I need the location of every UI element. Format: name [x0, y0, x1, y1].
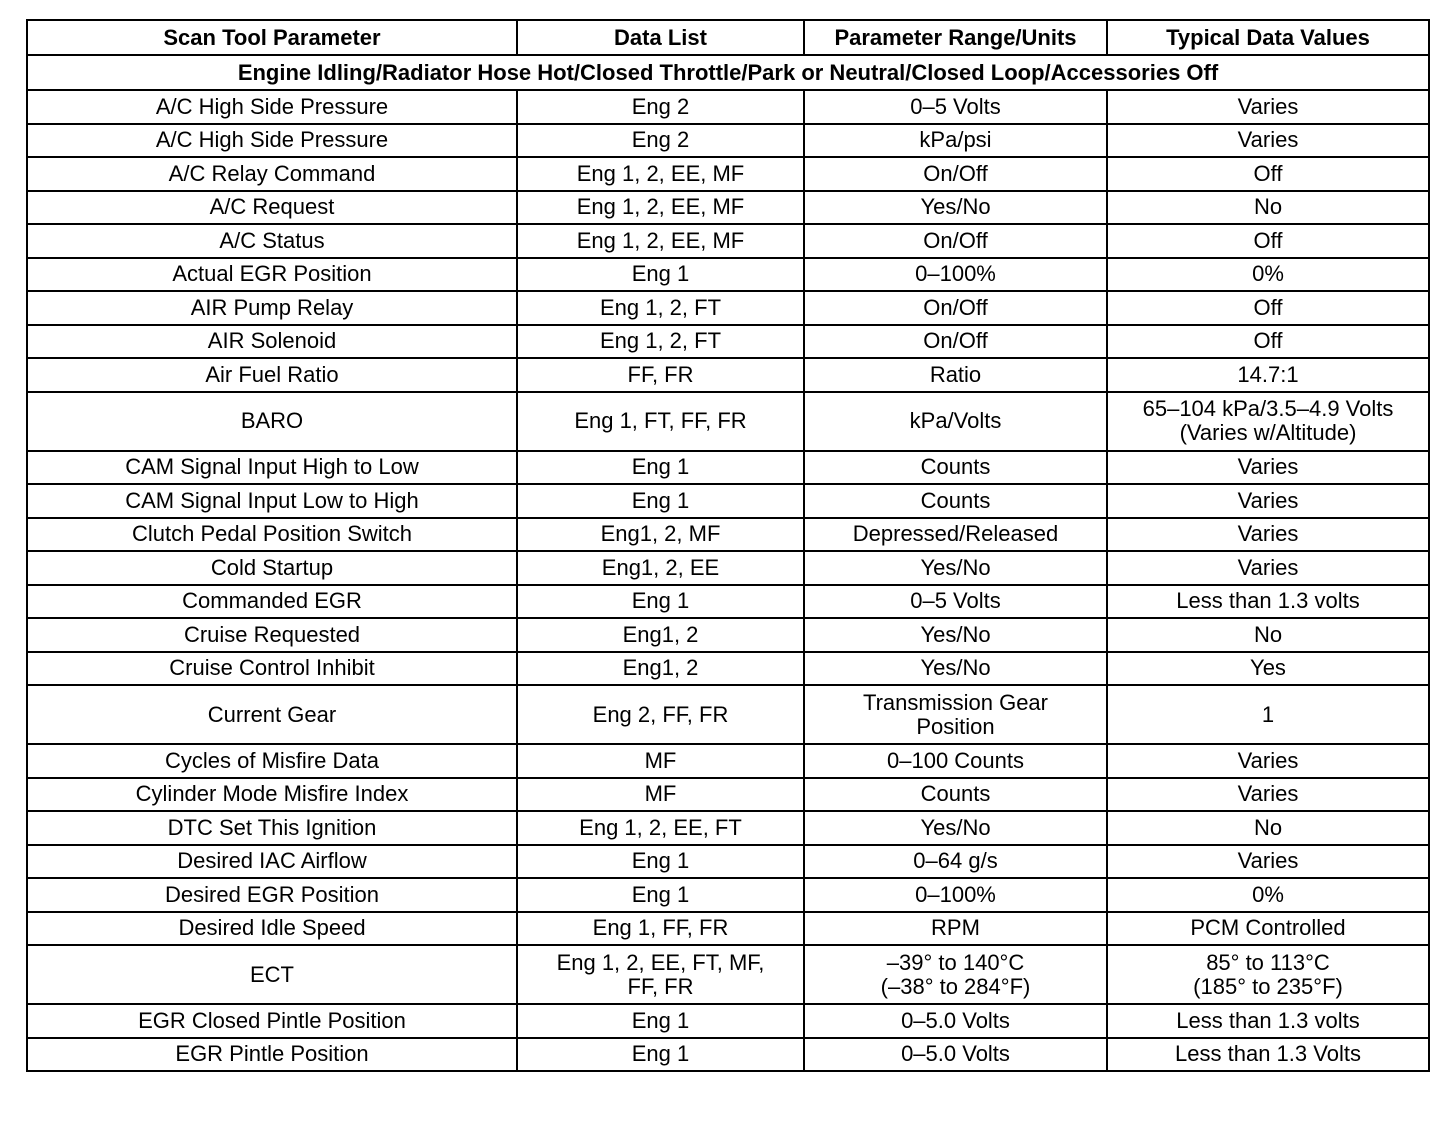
range-units-cell: 0–100 Counts	[804, 744, 1107, 778]
data-list-cell: Eng 1	[517, 451, 804, 485]
data-list-cell: Eng1, 2	[517, 618, 804, 652]
section-row	[27, 55, 1429, 90]
typical-value-cell: Less than 1.3 Volts	[1107, 1038, 1429, 1072]
parameter-cell: Cruise Control Inhibit	[27, 652, 517, 686]
range-units-cell: On/Off	[804, 157, 1107, 191]
data-list-cell: Eng 2, FF, FR	[517, 685, 804, 744]
table-row	[27, 1038, 1429, 1072]
data-list-cell: Eng 1	[517, 1004, 804, 1038]
table-row	[27, 392, 1429, 451]
table-row	[27, 451, 1429, 485]
range-units-cell: Depressed/Released	[804, 518, 1107, 552]
parameter-cell: Cycles of Misfire Data	[27, 744, 517, 778]
data-list-cell: Eng 2	[517, 90, 804, 124]
table-row	[27, 945, 1429, 1004]
data-list-cell: Eng 1, 2, FT	[517, 291, 804, 325]
header-scan-tool-parameter: Scan Tool Parameter	[27, 20, 517, 55]
data-list-cell: Eng 1, 2, EE, MF	[517, 157, 804, 191]
data-list-cell: Eng 1	[517, 845, 804, 879]
table-row	[27, 124, 1429, 158]
table-row	[27, 224, 1429, 258]
table-row	[27, 652, 1429, 686]
data-list-cell: Eng 1	[517, 1038, 804, 1072]
header-data-list: Data List	[517, 20, 804, 55]
typical-value-cell: No	[1107, 618, 1429, 652]
typical-value-cell: Off	[1107, 157, 1429, 191]
data-list-cell: Eng 1	[517, 258, 804, 292]
parameter-cell: Current Gear	[27, 685, 517, 744]
data-list-cell: Eng1, 2	[517, 652, 804, 686]
typical-value-cell: 0%	[1107, 258, 1429, 292]
range-units-cell: kPa/psi	[804, 124, 1107, 158]
data-list-cell-line-1: Eng 1, 2, EE, FT, MF,	[556, 949, 765, 975]
typical-value-cell: Off	[1107, 325, 1429, 359]
range-units-cell-line-2: Position	[916, 713, 995, 739]
range-units-cell: Ratio	[804, 358, 1107, 392]
data-list-cell: Eng1, 2, MF	[517, 518, 804, 552]
typical-value-cell: Varies	[1107, 484, 1429, 518]
parameter-cell: BARO	[27, 392, 517, 451]
parameter-cell: Desired IAC Airflow	[27, 845, 517, 879]
typical-value-cell: Varies	[1107, 744, 1429, 778]
range-units-cell-line-1: Transmission Gear	[862, 689, 1048, 715]
parameter-cell: EGR Pintle Position	[27, 1038, 517, 1072]
typical-value-cell-line-2: (Varies w/Altitude)	[1179, 420, 1357, 445]
parameter-cell: Air Fuel Ratio	[27, 358, 517, 392]
parameter-cell: Desired EGR Position	[27, 878, 517, 912]
typical-value-cell: No	[1107, 811, 1429, 845]
table-row	[27, 744, 1429, 778]
parameter-cell: Cold Startup	[27, 551, 517, 585]
typical-value-cell: Varies	[1107, 518, 1429, 552]
range-units-cell-line-2: (–38° to 284°F)	[880, 973, 1031, 999]
range-units-cell: On/Off	[804, 325, 1107, 359]
data-list-cell-line-2: FF, FR	[627, 973, 694, 999]
data-list-cell: Eng 1, FT, FF, FR	[517, 392, 804, 451]
typical-value-cell: Varies	[1107, 845, 1429, 879]
table-row	[27, 778, 1429, 812]
data-list-cell: Eng 1, 2, EE, FT	[517, 811, 804, 845]
table-row	[27, 845, 1429, 879]
parameter-cell: DTC Set This Ignition	[27, 811, 517, 845]
data-list-cell: Eng 1, 2, FT	[517, 325, 804, 359]
typical-value-cell: Less than 1.3 volts	[1107, 1004, 1429, 1038]
parameter-cell: Desired Idle Speed	[27, 912, 517, 946]
header-typical-data-values: Typical Data Values	[1107, 20, 1429, 55]
data-list-cell: Eng 1, FF, FR	[517, 912, 804, 946]
typical-value-cell: 14.7:1	[1107, 358, 1429, 392]
table-row	[27, 585, 1429, 619]
data-list-cell: FF, FR	[517, 358, 804, 392]
range-units-cell: RPM	[804, 912, 1107, 946]
data-list-cell: Eng 1	[517, 484, 804, 518]
typical-value-cell-line-1: 85° to 113°C	[1206, 949, 1330, 975]
parameter-cell: A/C High Side Pressure	[27, 124, 517, 158]
parameter-cell: Clutch Pedal Position Switch	[27, 518, 517, 552]
table-row	[27, 518, 1429, 552]
scan-tool-data-sheet	[26, 19, 1428, 1072]
table-row	[27, 325, 1429, 359]
typical-value-cell: Varies	[1107, 124, 1429, 158]
data-list-cell	[517, 945, 804, 1004]
data-list-cell: Eng 2	[517, 124, 804, 158]
range-units-cell: 0–5 Volts	[804, 90, 1107, 124]
typical-value-cell: 1	[1107, 685, 1429, 744]
range-units-cell: 0–100%	[804, 258, 1107, 292]
typical-value-cell: Varies	[1107, 90, 1429, 124]
scan-tool-data-table	[26, 19, 1430, 1072]
parameter-cell: EGR Closed Pintle Position	[27, 1004, 517, 1038]
parameter-cell: Cruise Requested	[27, 618, 517, 652]
data-list-cell: Eng 1	[517, 585, 804, 619]
range-units-cell: Yes/No	[804, 618, 1107, 652]
range-units-cell	[804, 945, 1107, 1004]
parameter-cell: Commanded EGR	[27, 585, 517, 619]
parameter-cell: CAM Signal Input Low to High	[27, 484, 517, 518]
range-units-cell: Counts	[804, 451, 1107, 485]
range-units-cell: 0–64 g/s	[804, 845, 1107, 879]
data-list-cell: Eng 1, 2, EE, MF	[517, 224, 804, 258]
table-row	[27, 551, 1429, 585]
table-header-row	[27, 20, 1429, 55]
table-row	[27, 358, 1429, 392]
data-list-cell: MF	[517, 744, 804, 778]
typical-value-cell: Off	[1107, 291, 1429, 325]
typical-value-cell: Varies	[1107, 451, 1429, 485]
range-units-cell: Yes/No	[804, 811, 1107, 845]
table-row	[27, 685, 1429, 744]
table-row	[27, 291, 1429, 325]
range-units-cell: Yes/No	[804, 191, 1107, 225]
data-list-cell: MF	[517, 778, 804, 812]
range-units-cell: kPa/Volts	[804, 392, 1107, 451]
range-units-cell: On/Off	[804, 224, 1107, 258]
data-list-cell: Eng1, 2, EE	[517, 551, 804, 585]
typical-value-cell: 0%	[1107, 878, 1429, 912]
range-units-cell: Yes/No	[804, 551, 1107, 585]
range-units-cell: Counts	[804, 484, 1107, 518]
range-units-cell: 0–5.0 Volts	[804, 1038, 1107, 1072]
table-row	[27, 258, 1429, 292]
parameter-cell: Cylinder Mode Misfire Index	[27, 778, 517, 812]
range-units-cell	[804, 685, 1107, 744]
section-title: Engine Idling/Radiator Hose Hot/Closed Throttle/Park or Neutral/Closed Loop/Accessories Off	[27, 55, 1429, 90]
parameter-cell: CAM Signal Input High to Low	[27, 451, 517, 485]
data-list-cell: Eng 1, 2, EE, MF	[517, 191, 804, 225]
typical-value-cell	[1107, 392, 1429, 451]
typical-value-cell: Varies	[1107, 551, 1429, 585]
table-row	[27, 912, 1429, 946]
parameter-cell: AIR Pump Relay	[27, 291, 517, 325]
table-row	[27, 90, 1429, 124]
table-row	[27, 618, 1429, 652]
header-parameter-range-units: Parameter Range/Units	[804, 20, 1107, 55]
typical-value-cell: Less than 1.3 volts	[1107, 585, 1429, 619]
table-row	[27, 157, 1429, 191]
table-row	[27, 191, 1429, 225]
parameter-cell: A/C Status	[27, 224, 517, 258]
range-units-cell: Counts	[804, 778, 1107, 812]
range-units-cell: 0–5 Volts	[804, 585, 1107, 619]
parameter-cell: ECT	[27, 945, 517, 1004]
typical-value-cell: Varies	[1107, 778, 1429, 812]
typical-value-cell: PCM Controlled	[1107, 912, 1429, 946]
parameter-cell: Actual EGR Position	[27, 258, 517, 292]
parameter-cell: A/C Request	[27, 191, 517, 225]
typical-value-cell-line-1: 65–104 kPa/3.5–4.9 Volts	[1142, 396, 1394, 421]
data-list-cell: Eng 1	[517, 878, 804, 912]
range-units-cell: On/Off	[804, 291, 1107, 325]
table-row	[27, 1004, 1429, 1038]
range-units-cell: Yes/No	[804, 652, 1107, 686]
typical-value-cell: Off	[1107, 224, 1429, 258]
range-units-cell: 0–5.0 Volts	[804, 1004, 1107, 1038]
parameter-cell: A/C Relay Command	[27, 157, 517, 191]
typical-value-cell: No	[1107, 191, 1429, 225]
table-row	[27, 878, 1429, 912]
range-units-cell-line-1: –39° to 140°C	[886, 949, 1025, 975]
parameter-cell: AIR Solenoid	[27, 325, 517, 359]
table-row	[27, 811, 1429, 845]
table-row	[27, 484, 1429, 518]
typical-value-cell	[1107, 945, 1429, 1004]
typical-value-cell-line-2: (185° to 235°F)	[1193, 973, 1343, 999]
parameter-cell: A/C High Side Pressure	[27, 90, 517, 124]
range-units-cell: 0–100%	[804, 878, 1107, 912]
typical-value-cell: Yes	[1107, 652, 1429, 686]
